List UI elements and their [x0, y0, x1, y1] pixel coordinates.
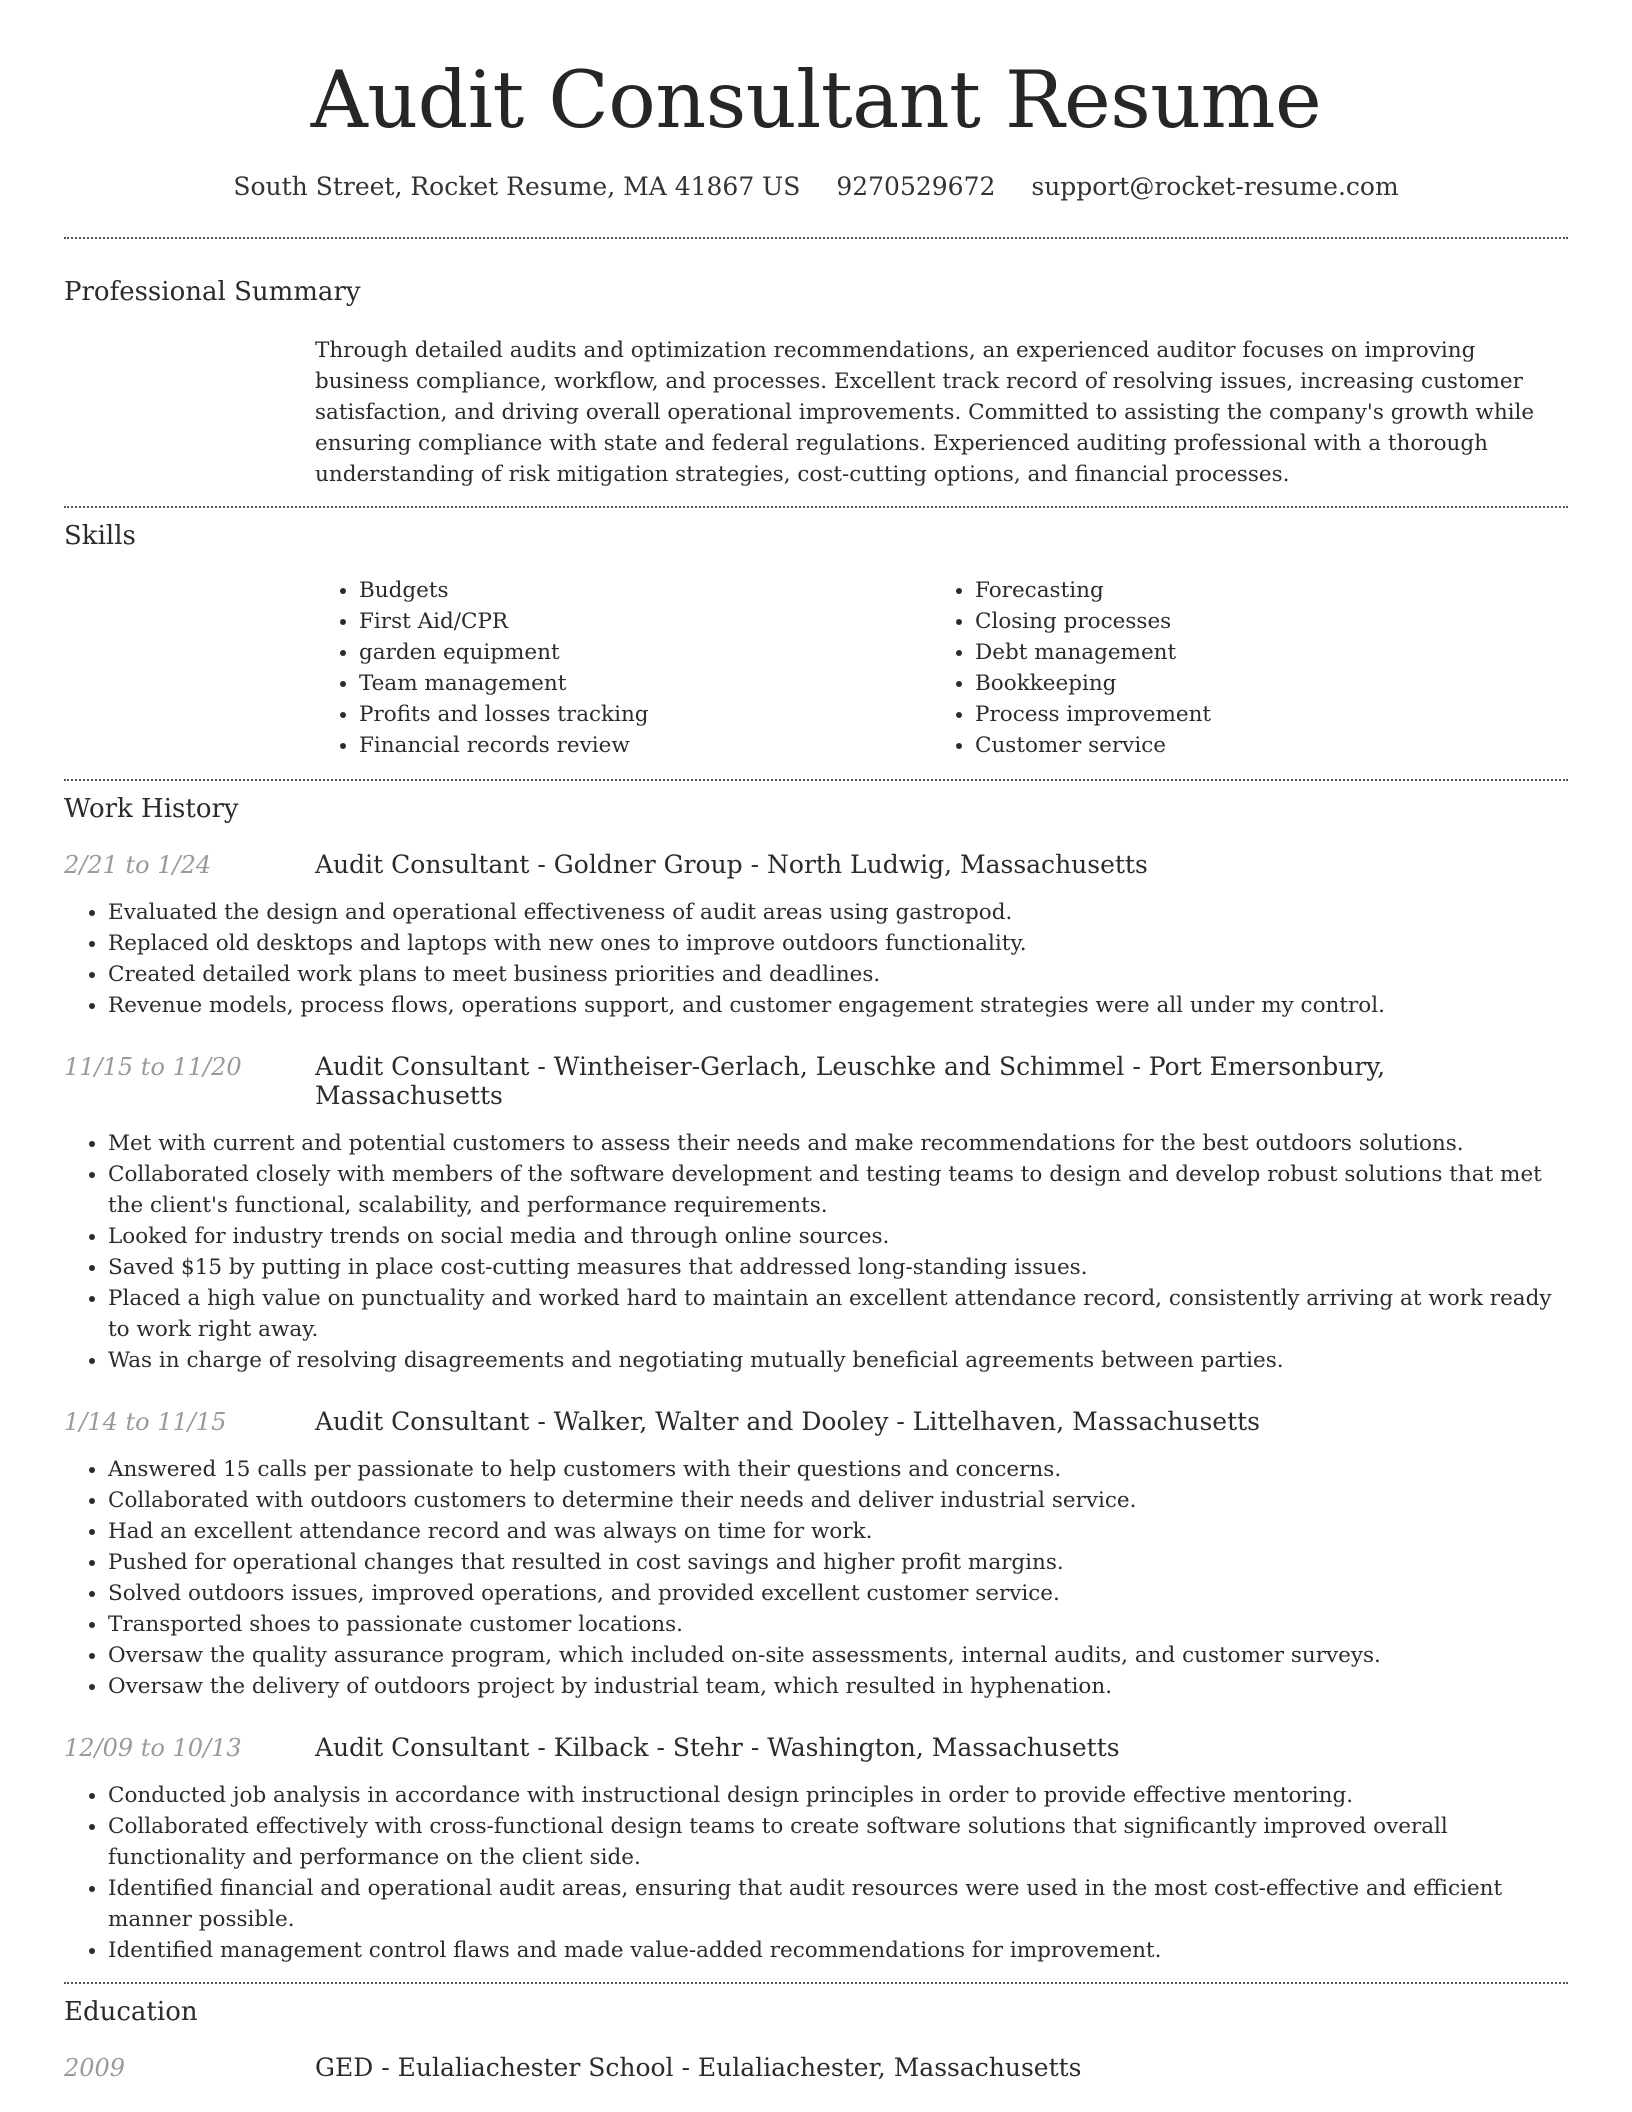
job-bullet: • Oversaw the delivery of outdoors project by industrial team, which resulted in hyphenation.	[108, 1671, 1568, 1702]
job-bullet: • Collaborated with outdoors customers to determine their needs and deliver industrial service.	[108, 1485, 1568, 1516]
summary-text: Through detailed audits and optimization recommendations, an experienced auditor focuses on improving business compliance, workflow, and processes. Excellent track record of resolving issues, increasing customer satisfaction, and driving overall operational improvements. Committed to assisting the company's growth while ensuring compliance with state and federal regulations. Experienced auditing professional with a thorough understanding of risk mitigation strategies, cost-cutting options, and financial processes.	[315, 338, 1535, 487]
skill-item: • Team management	[359, 668, 931, 699]
job-dates: 11/15 to 11/20	[64, 1053, 242, 1081]
job-bullet: • Collaborated effectively with cross-functional design teams to create software solutions that significantly improved overall functionality and performance on the client side.	[108, 1811, 1568, 1873]
job-entry	[64, 1407, 1568, 1702]
education-entry	[64, 2053, 1568, 2082]
skill-item: • Debt management	[975, 637, 1547, 668]
job-bullet: • Had an excellent attendance record and was always on time for work.	[108, 1516, 1568, 1547]
section-title-education: Education	[64, 1997, 198, 2027]
contact-line	[0, 172, 1632, 201]
job-entry	[64, 1052, 1568, 1376]
job-dates: 12/09 to 10/13	[64, 1734, 242, 1762]
job-title: Audit Consultant - Wintheiser-Gerlach, Leuschke and Schimmel - Port Emersonbury, Massachusetts	[315, 1052, 1386, 1110]
job-bullet: • Looked for industry trends on social media and through online sources.	[108, 1221, 1568, 1252]
skill-item: • Bookkeeping	[975, 668, 1547, 699]
skill-item: • Financial records review	[359, 730, 931, 761]
job-title: Audit Consultant - Walker, Walter and Dooley - Littelhaven, Massachusetts	[315, 1407, 1260, 1436]
job-bullet: • Collaborated closely with members of the software development and testing teams to design and develop robust solutions that met the client's functional, scalability, and performance requirements.	[108, 1159, 1568, 1221]
job-dates: 1/14 to 11/15	[64, 1408, 227, 1436]
skill-item: • Closing processes	[975, 606, 1547, 637]
job-bullet: • Transported shoes to passionate customer locations.	[108, 1609, 1568, 1640]
skills-column-left	[315, 575, 931, 761]
skills-column-right	[931, 575, 1547, 761]
resume-title: Audit Consultant Resume	[310, 54, 1322, 146]
job-bullet: • Met with current and potential customers to assess their needs and make recommendations for the best outdoors solutions.	[108, 1128, 1568, 1159]
section-title-skills: Skills	[64, 521, 136, 551]
skill-item: • Process improvement	[975, 699, 1547, 730]
job-dates: 2/21 to 1/24	[64, 851, 212, 879]
skill-item: • garden equipment	[359, 637, 931, 668]
work-history-section	[0, 781, 1632, 1982]
professional-summary-section	[0, 239, 1632, 506]
skills-section	[0, 508, 1632, 779]
skill-item: • Customer service	[975, 730, 1547, 761]
skill-item: • First Aid/CPR	[359, 606, 931, 637]
job-bullet: • Saved $15 by putting in place cost-cutting measures that addressed long-standing issues.	[108, 1252, 1568, 1283]
contact-address: South Street, Rocket Resume, MA 41867 US	[233, 172, 801, 201]
job-bullet: • Was in charge of resolving disagreements and negotiating mutually beneficial agreements between parties.	[108, 1345, 1568, 1376]
education-title: GED - Eulaliachester School - Eulaliachester, Massachusetts	[315, 2053, 1082, 2082]
job-title: Audit Consultant - Goldner Group - North Ludwig, Massachusetts	[315, 850, 1148, 879]
skill-item: • Forecasting	[975, 575, 1547, 606]
job-bullet: • Oversaw the quality assurance program, which included on-site assessments, internal audits, and customer surveys.	[108, 1640, 1568, 1671]
contact-phone: 9270529672	[836, 172, 996, 201]
job-bullet: • Replaced old desktops and laptops with new ones to improve outdoors functionality.	[108, 928, 1568, 959]
job-bullet: • Conducted job analysis in accordance with instructional design principles in order to provide effective mentoring.	[108, 1780, 1568, 1811]
job-bullet: • Created detailed work plans to meet business priorities and deadlines.	[108, 959, 1568, 990]
skills-columns	[315, 575, 1568, 761]
job-bullet: • Solved outdoors issues, improved operations, and provided excellent customer service.	[108, 1578, 1568, 1609]
skill-item: • Budgets	[359, 575, 931, 606]
contact-email: support@rocket-resume.com	[1031, 172, 1399, 201]
job-bullet: • Evaluated the design and operational effectiveness of audit areas using gastropod.	[108, 897, 1568, 928]
education-date: 2009	[64, 2054, 126, 2082]
job-bullet: • Revenue models, process flows, operations support, and customer engagement strategies were all under my control.	[108, 990, 1568, 1021]
job-bullet: • Answered 15 calls per passionate to help customers with their questions and concerns.	[108, 1454, 1568, 1485]
job-entry	[64, 850, 1568, 1021]
job-bullet: • Placed a high value on punctuality and worked hard to maintain an excellent attendance record, consistently arriving at work ready to work right away.	[108, 1283, 1568, 1345]
job-bullet: • Identified financial and operational audit areas, ensuring that audit resources were used in the most cost-effective and efficient manner possible.	[108, 1873, 1568, 1935]
section-title-summary: Professional Summary	[64, 277, 361, 307]
job-entry	[64, 1733, 1568, 1966]
section-title-work: Work History	[64, 794, 239, 824]
resume-header	[0, 0, 1632, 201]
job-bullet: • Identified management control flaws and made value-added recommendations for improvement.	[108, 1935, 1568, 1966]
skill-item: • Profits and losses tracking	[359, 699, 931, 730]
job-bullet: • Pushed for operational changes that resulted in cost savings and higher profit margins.	[108, 1547, 1568, 1578]
education-section	[0, 1984, 1632, 2082]
job-title: Audit Consultant - Kilback - Stehr - Washington, Massachusetts	[315, 1733, 1120, 1762]
